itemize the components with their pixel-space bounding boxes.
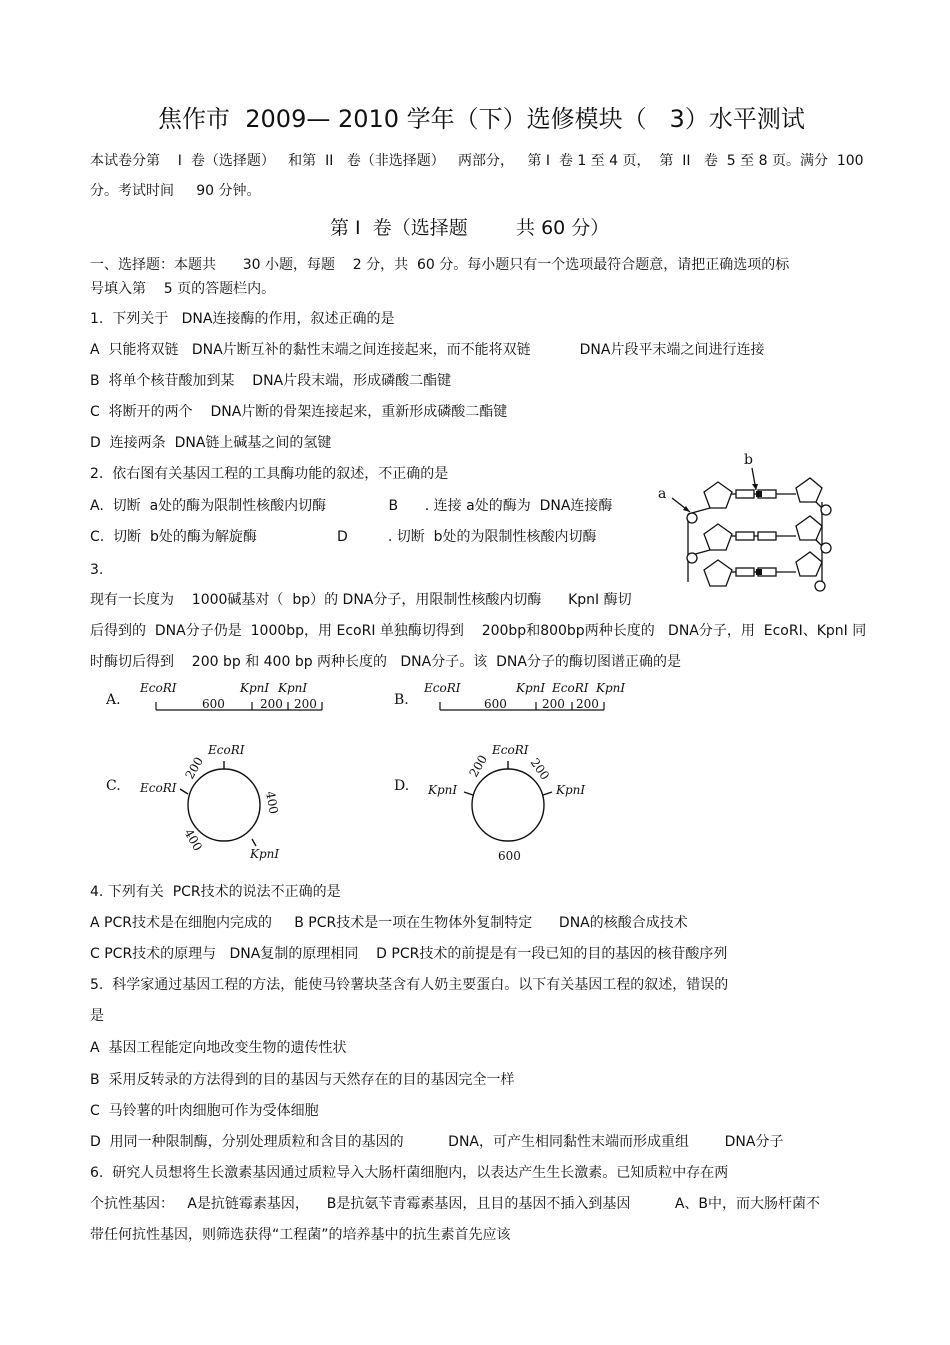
c-site-kpni: KpnI <box>250 847 280 861</box>
a-segment-200-2: 200 <box>294 697 317 711</box>
q4-stem: 4. 下列有关 PCR技术的说法不正确的是 <box>90 884 341 900</box>
d-segment-200-left: 200 <box>466 752 491 780</box>
q6-stem-line-3: 带任何抗性基因，则筛选获得“工程菌”的培养基中的抗生素首先应该 <box>90 1227 511 1243</box>
q1-option-b: B 将单个核苷酸加到某 DNA片段末端，形成磷酸二酯键 <box>90 373 452 389</box>
q4-option-ab: A PCR技术是在细胞内完成的 B PCR技术是一项在生物体外复制特定 DNA的核酸合成技术 <box>90 915 688 931</box>
intro-line-1: 本试卷分第 I 卷（选择题） 和第 II 卷（非选择题） 两部分， 第 I 卷 1 至 4 页， 第 II 卷 5 至 8 页。满分 100 <box>90 153 864 169</box>
restriction-map-c <box>100 740 300 870</box>
q5-option-b: B 采用反转录的方法得到的目的基因与天然存在的目的基因完全一样 <box>90 1072 515 1088</box>
a-site-ecori: EcoRI <box>140 681 177 695</box>
a-site-kpni-1: KpnI <box>240 681 270 695</box>
q5-option-d: D 用同一种限制酶，分别处理质粒和含目的基因的 DNA，可产生相同黏性末端而形成重组 DNA分子 <box>90 1134 784 1150</box>
d-site-kpni-left: KpnI <box>428 783 458 797</box>
q3-stem-line-1: 现有一长度为 1000碱基对（ bp）的 DNA分子，用限制性核酸内切酶 KpnI 酶切 <box>90 592 632 608</box>
b-site-ecori-1: EcoRI <box>424 681 461 695</box>
q3-stem-line-2: 后得到的 DNA分子仍是 1000bp，用 EcoRI 单独酶切得到 200bp和800bp两种长度的 DNA分子，用 EcoRI、KpnI 同 <box>90 623 867 639</box>
restriction-map-a <box>100 678 340 718</box>
q3-number: 3. <box>90 562 104 578</box>
q5-stem-line-2: 是 <box>90 1008 104 1024</box>
instructions-line-1: 一、选择题：本题共 30 小题，每题 2 分，共 60 分。每小题只有一个选项最符合题意，请把正确选项的标 <box>90 257 790 273</box>
b-site-kpni-1: KpnI <box>516 681 546 695</box>
a-segment-600: 600 <box>202 697 225 711</box>
intro-line-2: 分。考试时间 90 分钟。 <box>90 183 261 199</box>
q5-option-a: A 基因工程能定向地改变生物的遗传性状 <box>90 1040 347 1056</box>
option-label-a: A. <box>106 692 121 708</box>
b-site-ecori-2: EcoRI <box>552 681 589 695</box>
option-label-c: C. <box>106 778 121 794</box>
figure-label-b: b <box>744 452 753 468</box>
q5-stem-line-1: 5. 科学家通过基因工程的方法，能使马铃薯块茎含有人奶主要蛋白。以下有关基因工程的叙述，错误的 <box>90 977 729 993</box>
restriction-map-b <box>390 678 640 718</box>
section-title: 第 I 卷（选择题 共 60 分） <box>330 217 610 239</box>
q1-option-c: C 将断开的两个 DNA片断的骨架连接起来，重新形成磷酸二酯键 <box>90 404 508 420</box>
b-segment-600: 600 <box>484 697 507 711</box>
b-segment-200-2: 200 <box>576 697 599 711</box>
q2-option-ab: A. 切断 a处的酶为限制性核酸内切酶 B . 连接 a处的酶为 DNA连接酶 <box>90 498 613 514</box>
dna-structure-figure <box>652 452 842 602</box>
q6-stem-line-2: 个抗性基因： A是抗链霉素基因， B是抗氨苄青霉素基因，且目的基因不插入到基因 A、B中，而大肠杆菌不 <box>90 1196 821 1212</box>
q1-option-a: A 只能将双链 DNA片断互补的黏性末端之间连接起来，而不能将双链 DNA片段平末端之间进行连接 <box>90 342 765 358</box>
d-site-kpni-right: KpnI <box>556 783 586 797</box>
q1-stem: 1. 下列关于 DNA连接酶的作用，叙述正确的是 <box>90 311 395 327</box>
a-site-kpni-2: KpnI <box>278 681 308 695</box>
q5-option-c: C 马铃薯的叶肉细胞可作为受体细胞 <box>90 1103 319 1119</box>
figure-label-a: a <box>658 486 667 502</box>
c-site-ecori-top: EcoRI <box>208 743 245 757</box>
page-title: 焦作市 2009— 2010 学年（下）选修模块（ 3）水平测试 <box>158 105 805 133</box>
option-label-d: D. <box>394 778 410 794</box>
q1-option-d: D 连接两条 DNA链上碱基之间的氢键 <box>90 435 332 451</box>
b-site-kpni-2: KpnI <box>596 681 626 695</box>
d-segment-200-right: 200 <box>527 755 553 783</box>
option-label-b: B. <box>394 692 409 708</box>
instructions-line-2: 号填入第 5 页的答题栏内。 <box>90 281 276 297</box>
q2-option-cd: C. 切断 b处的酶为解旋酶 D . 切断 b处的为限制性核酸内切酶 <box>90 529 597 545</box>
c-segment-200: 200 <box>182 754 207 782</box>
q4-option-cd: C PCR技术的原理与 DNA复制的原理相同 D PCR技术的前提是有一段已知的目的基因的核苷酸序列 <box>90 946 728 962</box>
q3-stem-line-3: 时酶切后得到 200 bp 和 400 bp 两种长度的 DNA分子。该 DNA分子的酶切图谱正确的是 <box>90 654 681 670</box>
c-segment-400-right: 400 <box>263 790 281 816</box>
c-site-ecori-left: EcoRI <box>140 781 177 795</box>
d-site-ecori: EcoRI <box>492 743 529 757</box>
d-segment-600: 600 <box>498 849 521 863</box>
a-segment-200-1: 200 <box>260 697 283 711</box>
restriction-map-d <box>390 740 600 870</box>
q2-stem: 2. 依右图有关基因工程的工具酶功能的叙述，不正确的是 <box>90 466 449 482</box>
b-segment-200-1: 200 <box>542 697 565 711</box>
c-segment-400-left: 400 <box>181 826 205 854</box>
q6-stem-line-1: 6. 研究人员想将生长激素基因通过质粒导入大肠杆菌细胞内，以表达产生生长激素。已知质粒中存在两 <box>90 1165 729 1181</box>
